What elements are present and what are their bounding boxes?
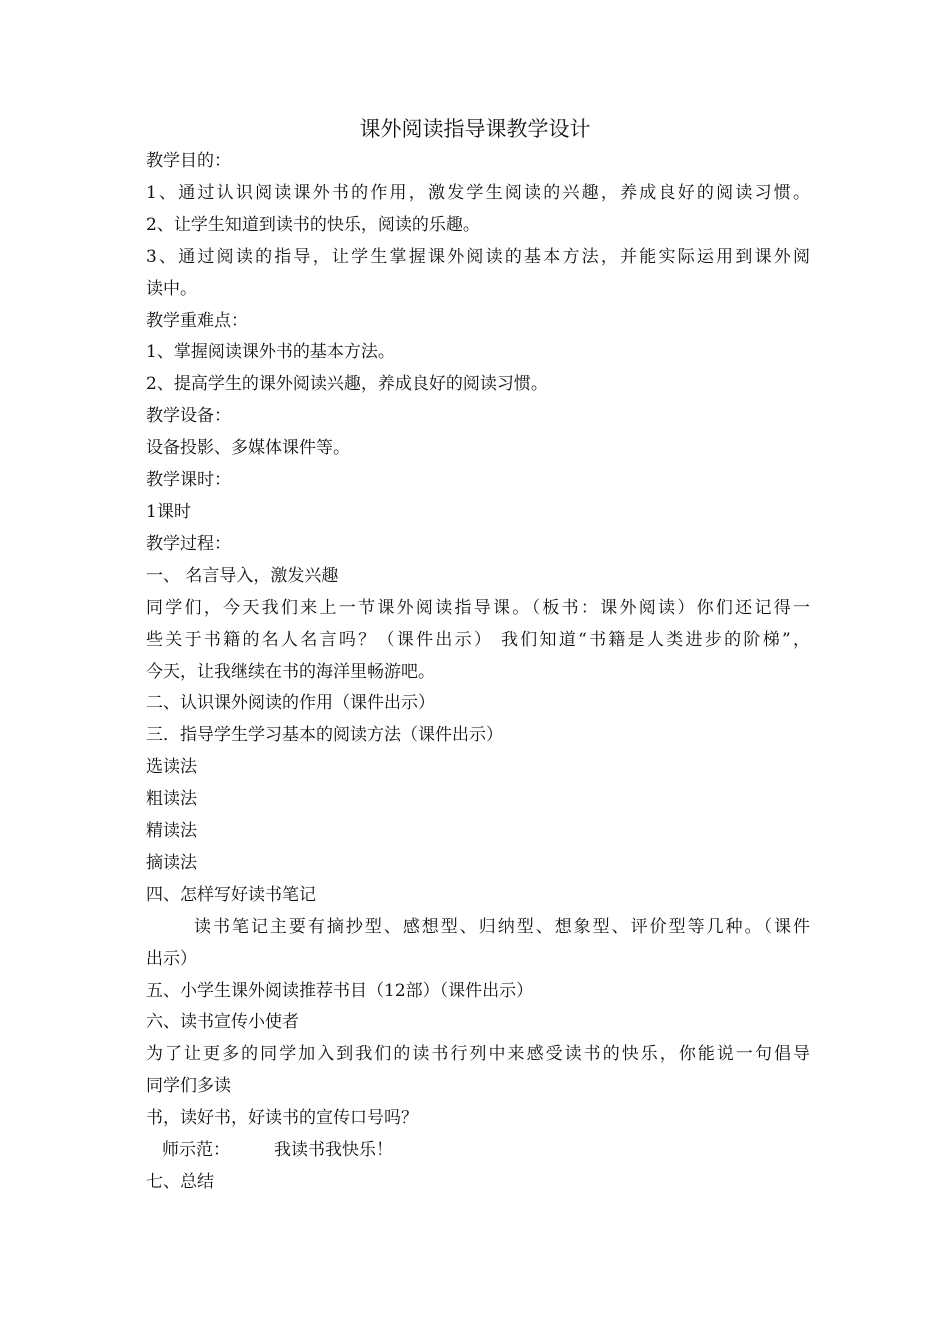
step-3-heading: 三．指导学生学习基本的阅读方法（课件出示） [146,725,503,746]
key-point-1: 1、掌握阅读课外书的基本方法。 [146,342,395,363]
key-point-2: 2、提高学生的课外阅读兴趣，养成良好的阅读习惯。 [146,374,548,395]
step-6-paragraph-line-1: 为了让更多的同学加入到我们的读书行列中来感受读书的快乐，你能说一句倡导 [146,1044,810,1065]
step-1-heading: 一、 名言导入，激发兴趣 [146,565,339,586]
step-1-paragraph-line-3: 今天，让我继续在书的海洋里畅游吧。 [146,661,435,682]
reading-method-1: 选读法 [146,757,197,778]
section-heading-periods: 教学课时： [146,470,231,491]
teacher-demo-label: 师示范： [162,1140,230,1161]
reading-method-4: 摘读法 [146,852,197,873]
teacher-demo-slogan: 我读书我快乐！ [274,1140,393,1161]
step-1-paragraph-line-1: 同学们，今天我们来上一节课外阅读指导课。（板书：课外阅读）你们还记得一 [146,597,810,618]
step-2-heading: 二、认识课外阅读的作用（课件出示） [146,693,435,714]
step-6-paragraph-line-3: 书，读好书，好读书的宣传口号吗？ [146,1108,418,1129]
objective-3-line-1: 3、通过阅读的指导，让学生掌握课外阅读的基本方法，并能实际运用到课外阅 [146,246,810,267]
reading-method-3: 精读法 [146,821,197,842]
objective-2: 2、让学生知道到读书的快乐，阅读的乐趣。 [146,214,480,235]
step-5-heading: 五、小学生课外阅读推荐书目（12部）（课件出示） [146,980,534,1001]
section-heading-equipment: 教学设备： [146,406,231,427]
section-heading-process: 教学过程： [146,533,231,554]
step-1-paragraph-line-2: 些关于书籍的名人名言吗？（课件出示） 我们知道“书籍是人类进步的阶梯”， [146,629,810,650]
objective-1: 1、通过认识阅读课外书的作用，激发学生阅读的兴趣，养成良好的阅读习惯。 [146,182,810,203]
reading-method-2: 粗读法 [146,789,197,810]
section-heading-objectives: 教学目的： [146,151,231,171]
document-body [146,146,810,1199]
step-4-paragraph-line-1: 读书笔记主要有摘抄型、感想型、归纳型、想象型、评价型等几种。（课件 [194,916,810,937]
step-4-paragraph-line-2: 出示） [146,948,197,969]
section-heading-key-points: 教学重难点： [146,310,248,331]
step-6-paragraph-line-2: 同学们多读 [146,1076,231,1097]
step-7-heading: 七、总结 [146,1172,214,1192]
teacher-demo-line [146,1135,810,1167]
equipment-text: 设备投影、多媒体课件等。 [146,438,350,459]
objective-3-line-2: 读中。 [146,278,197,299]
document-title: 课外阅读指导课教学设计 [359,117,591,141]
step-4-heading: 四、怎样写好读书笔记 [146,884,316,905]
step-6-heading: 六、读书宣传小使者 [146,1012,299,1033]
periods-text: 1课时 [146,501,191,522]
